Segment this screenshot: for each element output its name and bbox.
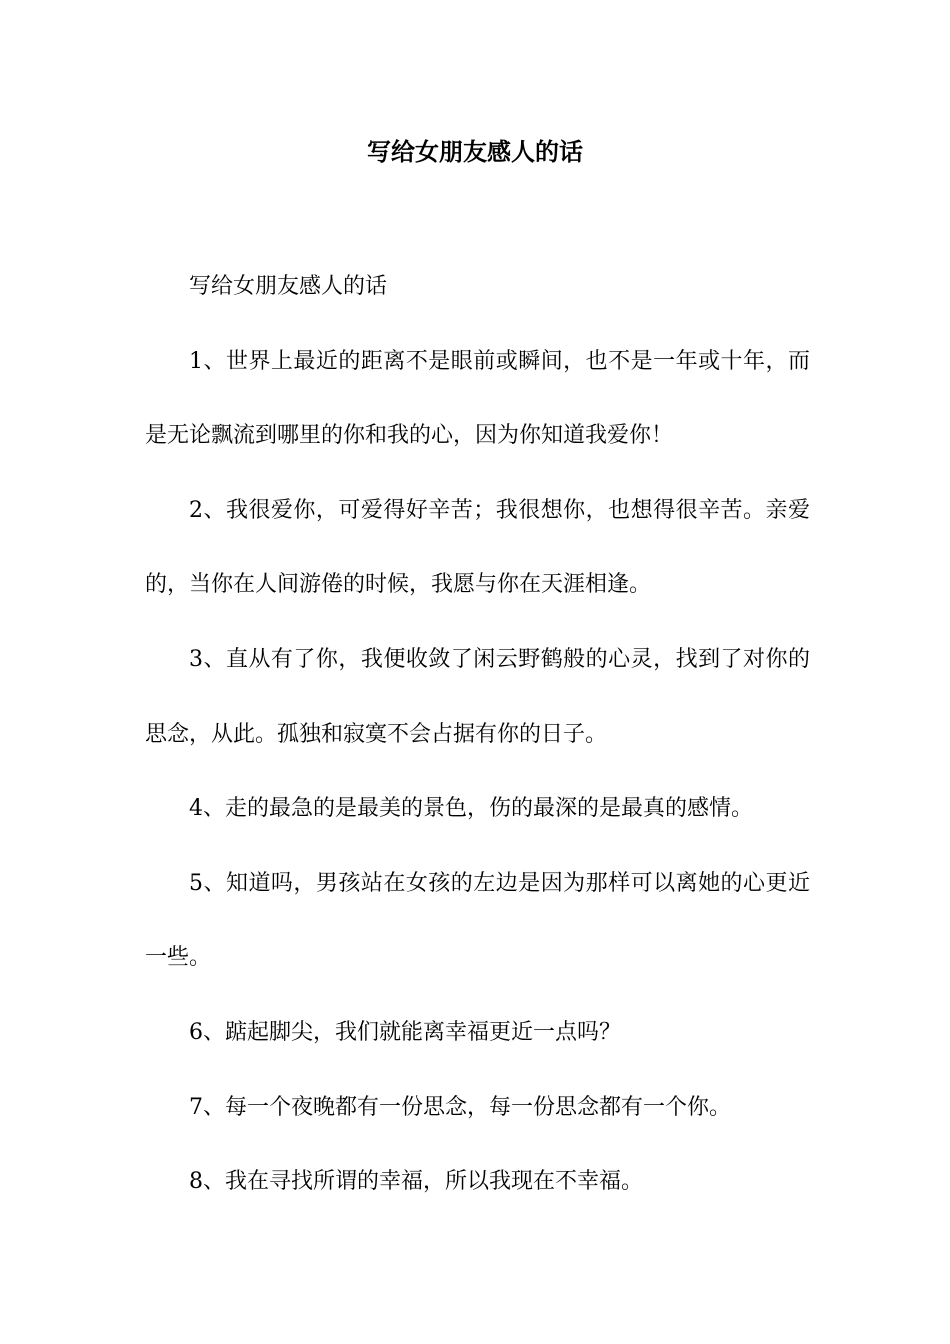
paragraph-subtitle: 写给女朋友感人的话 [189, 274, 388, 299]
paragraph-item-8: 8、我在寻找所谓的幸福，所以我现在不幸福。 [189, 1169, 643, 1195]
paragraph-item-5: 5、知道吗，男孩站在女孩的左边是因为那样可以离她的心更近一些。 [145, 870, 810, 971]
document-body [145, 250, 810, 1220]
paragraph-item-2: 2、我很爱你，可爱得好辛苦；我很想你，也想得很辛苦。亲爱的，当你在人间游倦的时候，我愿与你在天涯相逢。 [145, 497, 810, 598]
paragraph-item-3: 3、直从有了你，我便收敛了闲云野鹤般的心灵，找到了对你的思念，从此。孤独和寂寞不会占据有你的日子。 [145, 646, 810, 747]
paragraph-item-6: 6、踮起脚尖，我们就能离幸福更近一点吗？ [189, 1019, 621, 1045]
document-title: 写给女朋友感人的话 [367, 137, 583, 166]
paragraph-item-7: 7、每一个夜晚都有一份思念，每一份思念都有一个你。 [189, 1094, 731, 1120]
paragraph-item-4: 4、走的最急的是最美的景色，伤的最深的是最真的感情。 [189, 796, 753, 822]
paragraph-item-1: 1、世界上最近的距离不是眼前或瞬间，也不是一年或十年，而是无论飘流到哪里的你和我的心，因为你知道我爱你！ [145, 348, 810, 449]
